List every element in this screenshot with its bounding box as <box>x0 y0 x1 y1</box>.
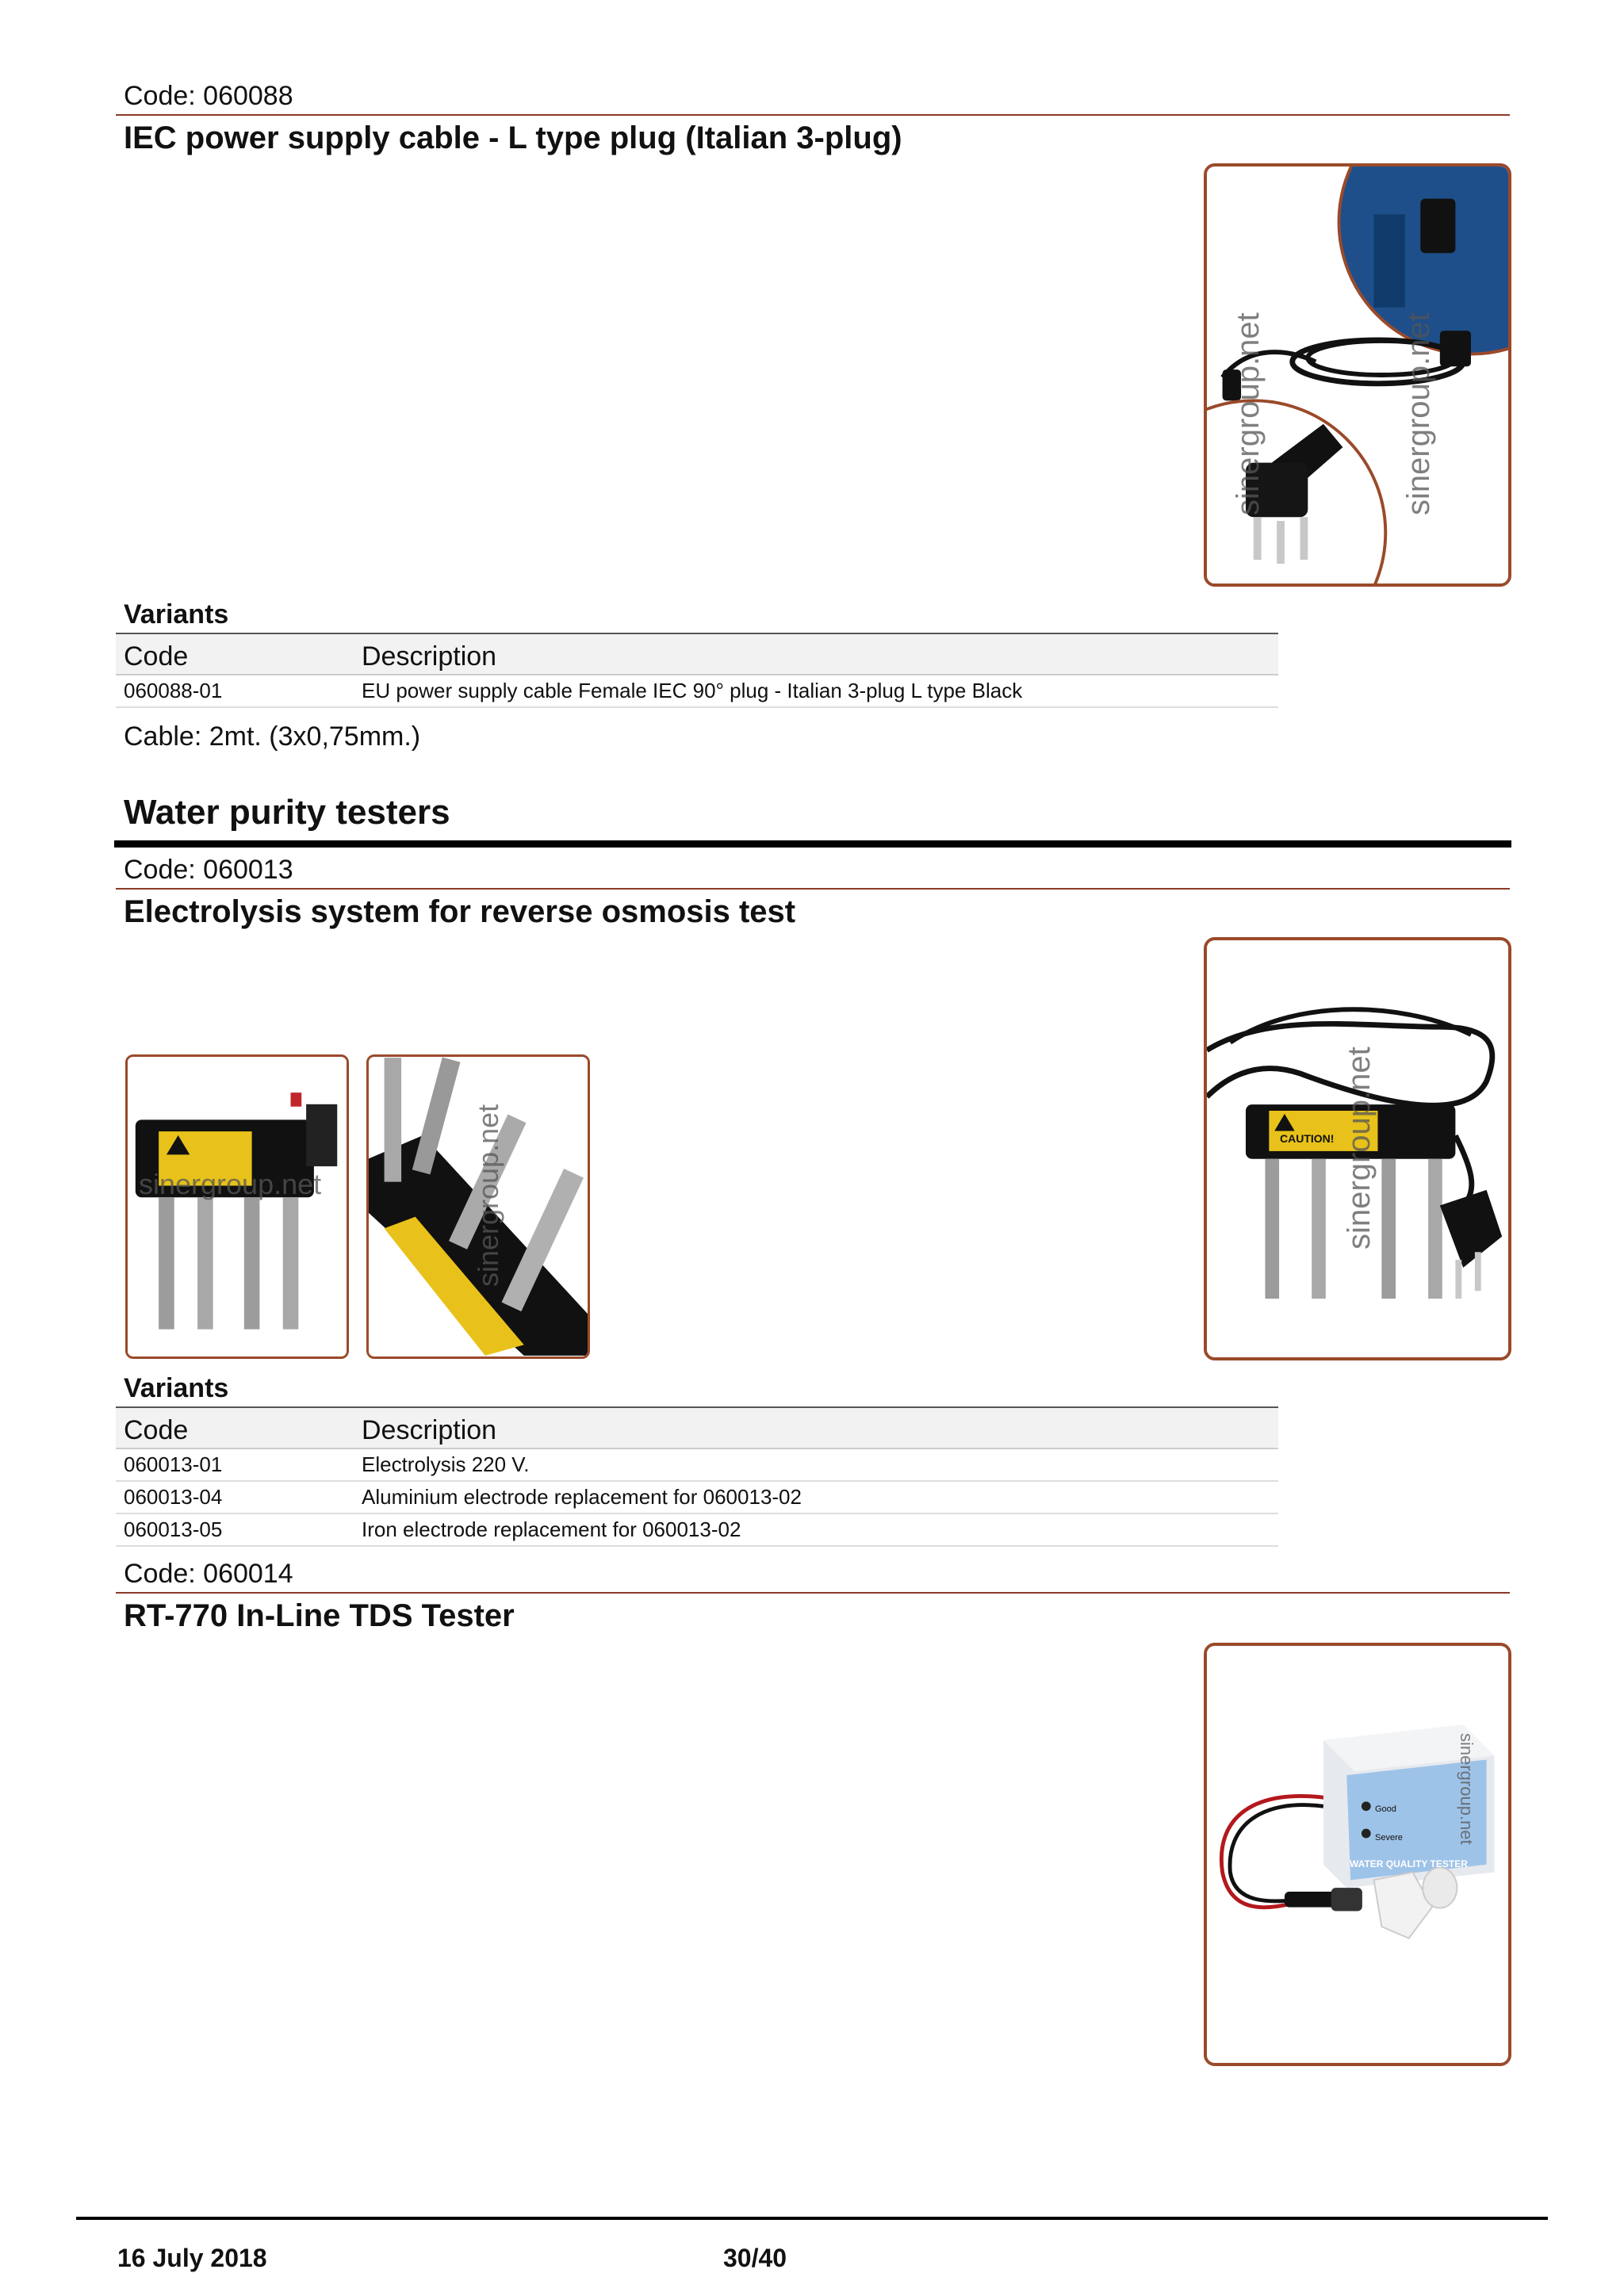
table-row <box>116 1481 1278 1513</box>
watermark-text: sinergroup.net <box>1457 1733 1477 1845</box>
product-note: Cable: 2mt. (3x0,75mm.) <box>124 721 421 752</box>
warning-label: CAUTION! <box>1280 1132 1335 1145</box>
variants-table <box>116 633 1278 708</box>
variant-description: EU power supply cable Female IEC 90° plug - Italian 3-plug L type Black <box>354 675 1278 707</box>
divider <box>116 1592 1510 1594</box>
variant-code: 060013-01 <box>116 1448 354 1481</box>
divider <box>116 888 1510 890</box>
watermark-text: sinergroup.net <box>1342 1047 1377 1249</box>
variant-description: Electrolysis 220 V. <box>354 1448 1278 1481</box>
table-row <box>116 675 1278 707</box>
section-divider <box>114 840 1511 848</box>
column-header-description: Description <box>354 1407 1278 1448</box>
variants-label: Variants <box>124 599 229 629</box>
device-label-good: Good <box>1375 1804 1396 1814</box>
table-header-row <box>116 633 1278 675</box>
variants-label: Variants <box>124 1373 229 1403</box>
column-header-code: Code <box>116 1407 354 1448</box>
variants-table <box>116 1406 1278 1547</box>
product-image-cable <box>1204 163 1511 587</box>
device-label-severe: Severe <box>1375 1833 1403 1843</box>
product-image-tds-tester <box>1204 1643 1511 2066</box>
variant-description: Aluminium electrode replacement for 060013-02 <box>354 1481 1278 1513</box>
table-row <box>116 1513 1278 1546</box>
footer-date: 16 July 2018 <box>117 2244 267 2272</box>
product-title: IEC power supply cable - L type plug (Italian 3-plug) <box>124 121 902 155</box>
page-number: 30/40 <box>723 2244 787 2272</box>
table-row <box>116 1448 1278 1481</box>
divider <box>116 114 1510 116</box>
variant-code: 060088-01 <box>116 675 354 707</box>
product-code: Code: 060088 <box>124 81 293 111</box>
watermark-text: sinergroup.net <box>139 1168 322 1200</box>
watermark-text: sinergroup.net <box>472 1104 504 1287</box>
footer-divider <box>76 2217 1548 2220</box>
column-header-description: Description <box>354 633 1278 675</box>
variant-code: 060013-04 <box>116 1481 354 1513</box>
product-code: Code: 060013 <box>124 855 293 885</box>
watermark-text: sinergroup.net <box>1401 312 1436 515</box>
variant-description: Iron electrode replacement for 060013-02 <box>354 1513 1278 1546</box>
product-title: Electrolysis system for reverse osmosis test <box>124 894 796 929</box>
product-thumbnail-electrodes <box>366 1054 590 1359</box>
section-title: Water purity testers <box>124 793 450 832</box>
product-thumbnail-electrolysis <box>125 1054 349 1359</box>
watermark-text: sinergroup.net <box>1231 312 1266 515</box>
product-image-electrolysis <box>1204 937 1511 1360</box>
table-header-row <box>116 1407 1278 1448</box>
electrolysis-device-illustration <box>128 1057 347 1357</box>
product-title: RT-770 In-Line TDS Tester <box>124 1598 515 1633</box>
column-header-code: Code <box>116 633 354 675</box>
variant-code: 060013-05 <box>116 1513 354 1546</box>
product-code: Code: 060014 <box>124 1559 293 1589</box>
device-label-tester: WATER QUALITY TESTER <box>1350 1858 1468 1869</box>
